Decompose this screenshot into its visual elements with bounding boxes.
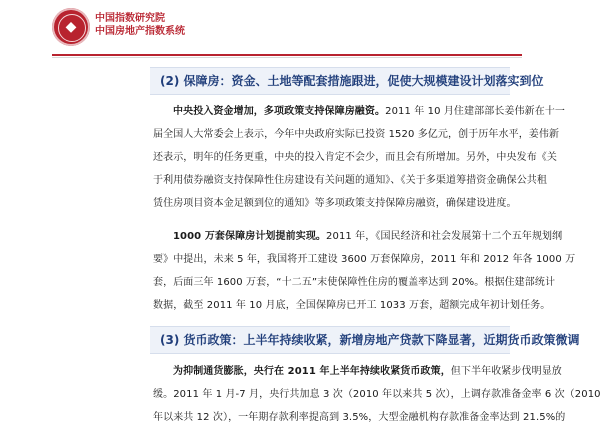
paragraph-lead: 中央投入资金增加，多项政策支持保障房融资。 xyxy=(173,106,386,117)
line-text: 2011 年，《国民经济和社会发展第十二个五年规划纲 xyxy=(326,231,563,242)
paragraph-lead: 为抑制通货膨胀，央行在 2011 年上半年持续收紧货币政策， xyxy=(173,366,451,377)
paragraph-line: 赁住房项目资本金足额到位的通知》等多项政策支持保障房融资，确保建设进度。 xyxy=(153,198,517,209)
paragraph-line xyxy=(153,100,566,123)
organization-name xyxy=(95,12,185,38)
paragraph-plan xyxy=(153,225,576,317)
section-heading-housing xyxy=(150,67,544,93)
paragraph-funding xyxy=(153,100,566,215)
institute-logo xyxy=(52,8,90,46)
paragraph-line: 数据，截至 2011 年 10 月底，全国保障房已开工 1033 万套，超额完成年初计划任务。 xyxy=(153,300,551,311)
paragraph-line xyxy=(153,225,563,248)
header-subrule xyxy=(52,57,522,58)
paragraph-monetary xyxy=(153,360,601,429)
paragraph-line: 还表示，明年的任务更重，中央的投入肯定不会少，而且会有所增加。另外，中央发布《关 xyxy=(153,152,557,163)
org-line-1: 中国指数研究院 xyxy=(95,13,165,24)
logo-mark-icon: ◆ xyxy=(65,19,77,35)
paragraph-lead: 1000 万套保障房计划提前实现。 xyxy=(173,231,327,242)
line-text: 但下半年收紧步伐明显放 xyxy=(450,366,562,377)
header-rule xyxy=(52,54,522,56)
paragraph-line: 缓。2011 年 1 月-7 月，央行共加息 3 次（2010 年以来共 5 次），上调存款准备金率 6 次（2010 xyxy=(153,389,601,400)
paragraph-line: 于利用债券融资支持保障性住房建设有关问题的通知》、《关于多渠道筹措资金确保公共租 xyxy=(153,175,547,186)
section-title: (3) 货币政策：上半年持续收紧，新增房地产贷款下降显著，近期货币政策微调 xyxy=(160,333,580,347)
report-header xyxy=(0,0,553,58)
paragraph-line: 届全国人大常委会上表示，今年中央政府实际已投资 1520 多亿元，创于历年水平，姜伟新 xyxy=(153,129,560,140)
line-text: 2011 年 10 月住建部部长姜伟新在十一 xyxy=(385,106,566,117)
paragraph-line: 套，后面三年 1600 万套，“十二五”末使保障性住房的覆盖率达到 20%。根据住建部统计 xyxy=(153,277,556,288)
paragraph-line: 年以来共 12 次），一年期存款利率提高到 3.5%，大型金融机构存款准备金率达到 21.5%的 xyxy=(153,412,566,423)
paragraph-line xyxy=(153,360,562,383)
paragraph-line: 要》中提出，未来 5 年，我国将开工建设 3600 万套保障房，2011 年和 2012 年各 1000 万 xyxy=(153,254,576,265)
section-heading-monetary xyxy=(150,326,580,352)
org-line-2: 中国房地产指数系统 xyxy=(95,26,185,37)
section-title: (2) 保障房：资金、土地等配套措施跟进，促使大规模建设计划落实到位 xyxy=(160,74,544,88)
